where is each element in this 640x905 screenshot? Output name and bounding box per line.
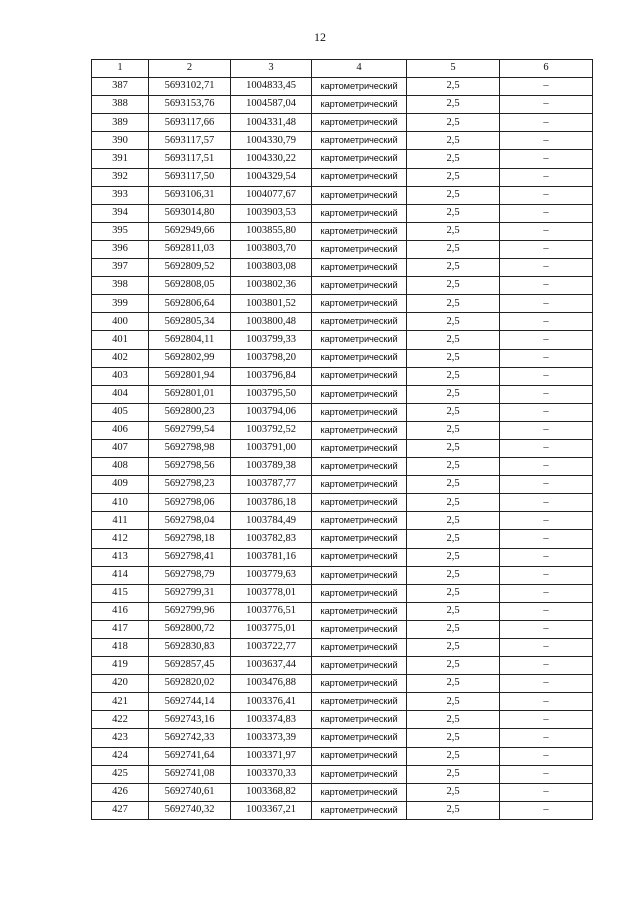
note-cell: – (500, 530, 593, 548)
y-coordinate-cell: 1003794,06 (231, 403, 312, 421)
x-coordinate-cell: 5692798,98 (149, 439, 231, 457)
y-coordinate-cell: 1004330,79 (231, 132, 312, 150)
method-cell: картометрический (312, 385, 407, 403)
x-coordinate-cell: 5692744,14 (149, 693, 231, 711)
note-cell: – (500, 403, 593, 421)
point-number-cell: 400 (92, 313, 149, 331)
y-coordinate-cell: 1003786,18 (231, 494, 312, 512)
method-cell: картометрический (312, 711, 407, 729)
method-cell: картометрический (312, 458, 407, 476)
y-coordinate-cell: 1003799,33 (231, 331, 312, 349)
note-cell: – (500, 168, 593, 186)
column-header: 1 (92, 60, 149, 78)
note-cell: – (500, 693, 593, 711)
table-row (92, 240, 593, 258)
method-cell: картометрический (312, 259, 407, 277)
x-coordinate-cell: 5692801,01 (149, 385, 231, 403)
method-cell: картометрический (312, 78, 407, 96)
method-cell: картометрический (312, 186, 407, 204)
x-coordinate-cell: 5692805,34 (149, 313, 231, 331)
method-cell: картометрический (312, 168, 407, 186)
point-number-cell: 414 (92, 566, 149, 584)
accuracy-cell: 2,5 (407, 295, 500, 313)
point-number-cell: 412 (92, 530, 149, 548)
x-coordinate-cell: 5692857,45 (149, 657, 231, 675)
point-number-cell: 399 (92, 295, 149, 313)
table-row (92, 657, 593, 675)
point-number-cell: 424 (92, 747, 149, 765)
y-coordinate-cell: 1003374,83 (231, 711, 312, 729)
accuracy-cell: 2,5 (407, 204, 500, 222)
x-coordinate-cell: 5693117,66 (149, 114, 231, 132)
accuracy-cell: 2,5 (407, 349, 500, 367)
point-number-cell: 413 (92, 548, 149, 566)
point-number-cell: 401 (92, 331, 149, 349)
y-coordinate-cell: 1003782,83 (231, 530, 312, 548)
point-number-cell: 396 (92, 240, 149, 258)
method-cell: картометрический (312, 150, 407, 168)
accuracy-cell: 2,5 (407, 132, 500, 150)
y-coordinate-cell: 1003795,50 (231, 385, 312, 403)
y-coordinate-cell: 1003370,33 (231, 765, 312, 783)
y-coordinate-cell: 1003792,52 (231, 421, 312, 439)
method-cell: картометрический (312, 548, 407, 566)
point-number-cell: 408 (92, 458, 149, 476)
column-header: 2 (149, 60, 231, 78)
point-number-cell: 415 (92, 584, 149, 602)
accuracy-cell: 2,5 (407, 657, 500, 675)
y-coordinate-cell: 1003789,38 (231, 458, 312, 476)
method-cell: картометрический (312, 765, 407, 783)
table-row (92, 367, 593, 385)
point-number-cell: 420 (92, 675, 149, 693)
note-cell: – (500, 747, 593, 765)
note-cell: – (500, 548, 593, 566)
table-row (92, 548, 593, 566)
note-cell: – (500, 313, 593, 331)
point-number-cell: 410 (92, 494, 149, 512)
table-row (92, 168, 593, 186)
table-row (92, 150, 593, 168)
table-row (92, 729, 593, 747)
point-number-cell: 423 (92, 729, 149, 747)
note-cell: – (500, 639, 593, 657)
accuracy-cell: 2,5 (407, 729, 500, 747)
accuracy-cell: 2,5 (407, 675, 500, 693)
y-coordinate-cell: 1003373,39 (231, 729, 312, 747)
table-row (92, 783, 593, 801)
note-cell: – (500, 602, 593, 620)
method-cell: картометрический (312, 277, 407, 295)
accuracy-cell: 2,5 (407, 439, 500, 457)
note-cell: – (500, 711, 593, 729)
accuracy-cell: 2,5 (407, 78, 500, 96)
point-number-cell: 397 (92, 259, 149, 277)
point-number-cell: 422 (92, 711, 149, 729)
table-row (92, 458, 593, 476)
accuracy-cell: 2,5 (407, 639, 500, 657)
accuracy-cell: 2,5 (407, 584, 500, 602)
table-row (92, 421, 593, 439)
table-row (92, 439, 593, 457)
point-number-cell: 393 (92, 186, 149, 204)
point-number-cell: 389 (92, 114, 149, 132)
table-row (92, 313, 593, 331)
point-number-cell: 388 (92, 96, 149, 114)
accuracy-cell: 2,5 (407, 150, 500, 168)
accuracy-cell: 2,5 (407, 747, 500, 765)
x-coordinate-cell: 5692741,64 (149, 747, 231, 765)
page-number: 12 (314, 30, 326, 44)
y-coordinate-cell: 1003376,41 (231, 693, 312, 711)
x-coordinate-cell: 5693117,51 (149, 150, 231, 168)
method-cell: картометрический (312, 530, 407, 548)
note-cell: – (500, 584, 593, 602)
method-cell: картометрический (312, 313, 407, 331)
point-number-cell: 425 (92, 765, 149, 783)
accuracy-cell: 2,5 (407, 331, 500, 349)
method-cell: картометрический (312, 476, 407, 494)
y-coordinate-cell: 1003368,82 (231, 783, 312, 801)
method-cell: картометрический (312, 566, 407, 584)
note-cell: – (500, 150, 593, 168)
note-cell: – (500, 349, 593, 367)
method-cell: картометрический (312, 222, 407, 240)
y-coordinate-cell: 1003476,88 (231, 675, 312, 693)
method-cell: картометрический (312, 295, 407, 313)
note-cell: – (500, 458, 593, 476)
coordinates-table (91, 59, 593, 820)
x-coordinate-cell: 5692798,04 (149, 512, 231, 530)
column-header: 4 (312, 60, 407, 78)
note-cell: – (500, 295, 593, 313)
accuracy-cell: 2,5 (407, 421, 500, 439)
note-cell: – (500, 78, 593, 96)
accuracy-cell: 2,5 (407, 693, 500, 711)
accuracy-cell: 2,5 (407, 765, 500, 783)
column-header: 6 (500, 60, 593, 78)
table-row (92, 403, 593, 421)
note-cell: – (500, 566, 593, 584)
note-cell: – (500, 96, 593, 114)
method-cell: картометрический (312, 602, 407, 620)
table-row (92, 277, 593, 295)
y-coordinate-cell: 1003371,97 (231, 747, 312, 765)
method-cell: картометрический (312, 675, 407, 693)
y-coordinate-cell: 1003775,01 (231, 620, 312, 638)
x-coordinate-cell: 5692949,66 (149, 222, 231, 240)
point-number-cell: 421 (92, 693, 149, 711)
accuracy-cell: 2,5 (407, 512, 500, 530)
y-coordinate-cell: 1003781,16 (231, 548, 312, 566)
accuracy-cell: 2,5 (407, 530, 500, 548)
point-number-cell: 427 (92, 801, 149, 819)
note-cell: – (500, 259, 593, 277)
accuracy-cell: 2,5 (407, 367, 500, 385)
point-number-cell: 398 (92, 277, 149, 295)
note-cell: – (500, 620, 593, 638)
column-header: 3 (231, 60, 312, 78)
method-cell: картометрический (312, 512, 407, 530)
method-cell: картометрический (312, 801, 407, 819)
accuracy-cell: 2,5 (407, 168, 500, 186)
x-coordinate-cell: 5692798,23 (149, 476, 231, 494)
y-coordinate-cell: 1003801,52 (231, 295, 312, 313)
x-coordinate-cell: 5692800,23 (149, 403, 231, 421)
y-coordinate-cell: 1003367,21 (231, 801, 312, 819)
point-number-cell: 418 (92, 639, 149, 657)
y-coordinate-cell: 1003855,80 (231, 222, 312, 240)
point-number-cell: 426 (92, 783, 149, 801)
method-cell: картометрический (312, 331, 407, 349)
x-coordinate-cell: 5692743,16 (149, 711, 231, 729)
table-row (92, 222, 593, 240)
method-cell: картометрический (312, 439, 407, 457)
x-coordinate-cell: 5693102,71 (149, 78, 231, 96)
y-coordinate-cell: 1003776,51 (231, 602, 312, 620)
method-cell: картометрический (312, 349, 407, 367)
method-cell: картометрический (312, 783, 407, 801)
table-row (92, 584, 593, 602)
note-cell: – (500, 240, 593, 258)
note-cell: – (500, 801, 593, 819)
point-number-cell: 403 (92, 367, 149, 385)
method-cell: картометрический (312, 421, 407, 439)
table-row (92, 78, 593, 96)
method-cell: картометрический (312, 620, 407, 638)
note-cell: – (500, 421, 593, 439)
x-coordinate-cell: 5692806,64 (149, 295, 231, 313)
point-number-cell: 394 (92, 204, 149, 222)
point-number-cell: 387 (92, 78, 149, 96)
method-cell: картометрический (312, 403, 407, 421)
note-cell: – (500, 186, 593, 204)
point-number-cell: 407 (92, 439, 149, 457)
x-coordinate-cell: 5692798,79 (149, 566, 231, 584)
point-number-cell: 395 (92, 222, 149, 240)
method-cell: картометрический (312, 639, 407, 657)
table-row (92, 747, 593, 765)
x-coordinate-cell: 5692801,94 (149, 367, 231, 385)
method-cell: картометрический (312, 747, 407, 765)
table-header-row (92, 60, 593, 78)
note-cell: – (500, 367, 593, 385)
y-coordinate-cell: 1003903,53 (231, 204, 312, 222)
x-coordinate-cell: 5693117,50 (149, 168, 231, 186)
y-coordinate-cell: 1004587,04 (231, 96, 312, 114)
note-cell: – (500, 385, 593, 403)
accuracy-cell: 2,5 (407, 602, 500, 620)
x-coordinate-cell: 5692804,11 (149, 331, 231, 349)
point-number-cell: 402 (92, 349, 149, 367)
note-cell: – (500, 729, 593, 747)
note-cell: – (500, 783, 593, 801)
y-coordinate-cell: 1004077,67 (231, 186, 312, 204)
y-coordinate-cell: 1004331,48 (231, 114, 312, 132)
table-row (92, 295, 593, 313)
accuracy-cell: 2,5 (407, 96, 500, 114)
y-coordinate-cell: 1003791,00 (231, 439, 312, 457)
table-row (92, 186, 593, 204)
table-row (92, 476, 593, 494)
point-number-cell: 416 (92, 602, 149, 620)
point-number-cell: 409 (92, 476, 149, 494)
x-coordinate-cell: 5692799,96 (149, 602, 231, 620)
x-coordinate-cell: 5692798,41 (149, 548, 231, 566)
point-number-cell: 391 (92, 150, 149, 168)
method-cell: картометрический (312, 240, 407, 258)
table-row (92, 639, 593, 657)
note-cell: – (500, 476, 593, 494)
x-coordinate-cell: 5693106,31 (149, 186, 231, 204)
table-row (92, 204, 593, 222)
method-cell: картометрический (312, 693, 407, 711)
x-coordinate-cell: 5692798,56 (149, 458, 231, 476)
note-cell: – (500, 114, 593, 132)
note-cell: – (500, 494, 593, 512)
y-coordinate-cell: 1003787,77 (231, 476, 312, 494)
note-cell: – (500, 765, 593, 783)
x-coordinate-cell: 5692798,18 (149, 530, 231, 548)
table-row (92, 349, 593, 367)
point-number-cell: 417 (92, 620, 149, 638)
table-row (92, 385, 593, 403)
note-cell: – (500, 657, 593, 675)
table-row (92, 693, 593, 711)
accuracy-cell: 2,5 (407, 801, 500, 819)
x-coordinate-cell: 5693153,76 (149, 96, 231, 114)
y-coordinate-cell: 1003796,84 (231, 367, 312, 385)
x-coordinate-cell: 5692800,72 (149, 620, 231, 638)
note-cell: – (500, 222, 593, 240)
table-row (92, 602, 593, 620)
x-coordinate-cell: 5692809,52 (149, 259, 231, 277)
table-row (92, 675, 593, 693)
table-row (92, 530, 593, 548)
table-row (92, 114, 593, 132)
x-coordinate-cell: 5692811,03 (149, 240, 231, 258)
y-coordinate-cell: 1003637,44 (231, 657, 312, 675)
method-cell: картометрический (312, 494, 407, 512)
x-coordinate-cell: 5692802,99 (149, 349, 231, 367)
method-cell: картометрический (312, 584, 407, 602)
accuracy-cell: 2,5 (407, 240, 500, 258)
table-row (92, 132, 593, 150)
accuracy-cell: 2,5 (407, 313, 500, 331)
method-cell: картометрический (312, 367, 407, 385)
column-header: 5 (407, 60, 500, 78)
table-row (92, 259, 593, 277)
table-row (92, 765, 593, 783)
note-cell: – (500, 675, 593, 693)
y-coordinate-cell: 1003779,63 (231, 566, 312, 584)
point-number-cell: 411 (92, 512, 149, 530)
x-coordinate-cell: 5692808,05 (149, 277, 231, 295)
accuracy-cell: 2,5 (407, 476, 500, 494)
x-coordinate-cell: 5692740,32 (149, 801, 231, 819)
x-coordinate-cell: 5692740,61 (149, 783, 231, 801)
y-coordinate-cell: 1003803,70 (231, 240, 312, 258)
x-coordinate-cell: 5692820,02 (149, 675, 231, 693)
accuracy-cell: 2,5 (407, 114, 500, 132)
table-row (92, 331, 593, 349)
accuracy-cell: 2,5 (407, 566, 500, 584)
point-number-cell: 406 (92, 421, 149, 439)
y-coordinate-cell: 1004329,54 (231, 168, 312, 186)
table-row (92, 566, 593, 584)
y-coordinate-cell: 1004833,45 (231, 78, 312, 96)
accuracy-cell: 2,5 (407, 259, 500, 277)
y-coordinate-cell: 1003803,08 (231, 259, 312, 277)
method-cell: картометрический (312, 729, 407, 747)
note-cell: – (500, 439, 593, 457)
note-cell: – (500, 132, 593, 150)
method-cell: картометрический (312, 657, 407, 675)
x-coordinate-cell: 5692799,31 (149, 584, 231, 602)
point-number-cell: 405 (92, 403, 149, 421)
table-row (92, 801, 593, 819)
table-row (92, 711, 593, 729)
point-number-cell: 419 (92, 657, 149, 675)
note-cell: – (500, 204, 593, 222)
y-coordinate-cell: 1003798,20 (231, 349, 312, 367)
y-coordinate-cell: 1003802,36 (231, 277, 312, 295)
point-number-cell: 404 (92, 385, 149, 403)
x-coordinate-cell: 5692742,33 (149, 729, 231, 747)
method-cell: картометрический (312, 114, 407, 132)
method-cell: картометрический (312, 132, 407, 150)
table-row (92, 512, 593, 530)
accuracy-cell: 2,5 (407, 548, 500, 566)
note-cell: – (500, 331, 593, 349)
y-coordinate-cell: 1003800,48 (231, 313, 312, 331)
y-coordinate-cell: 1003784,49 (231, 512, 312, 530)
table-body (92, 78, 593, 820)
accuracy-cell: 2,5 (407, 620, 500, 638)
x-coordinate-cell: 5693117,57 (149, 132, 231, 150)
y-coordinate-cell: 1003778,01 (231, 584, 312, 602)
point-number-cell: 390 (92, 132, 149, 150)
accuracy-cell: 2,5 (407, 385, 500, 403)
accuracy-cell: 2,5 (407, 186, 500, 204)
accuracy-cell: 2,5 (407, 711, 500, 729)
accuracy-cell: 2,5 (407, 494, 500, 512)
note-cell: – (500, 277, 593, 295)
x-coordinate-cell: 5692798,06 (149, 494, 231, 512)
accuracy-cell: 2,5 (407, 783, 500, 801)
accuracy-cell: 2,5 (407, 277, 500, 295)
x-coordinate-cell: 5692799,54 (149, 421, 231, 439)
point-number-cell: 392 (92, 168, 149, 186)
accuracy-cell: 2,5 (407, 222, 500, 240)
table-row (92, 620, 593, 638)
y-coordinate-cell: 1003722,77 (231, 639, 312, 657)
method-cell: картометрический (312, 204, 407, 222)
accuracy-cell: 2,5 (407, 458, 500, 476)
y-coordinate-cell: 1004330,22 (231, 150, 312, 168)
accuracy-cell: 2,5 (407, 403, 500, 421)
x-coordinate-cell: 5692741,08 (149, 765, 231, 783)
note-cell: – (500, 512, 593, 530)
method-cell: картометрический (312, 96, 407, 114)
table-row (92, 494, 593, 512)
x-coordinate-cell: 5692830,83 (149, 639, 231, 657)
x-coordinate-cell: 5693014,80 (149, 204, 231, 222)
table-row (92, 96, 593, 114)
